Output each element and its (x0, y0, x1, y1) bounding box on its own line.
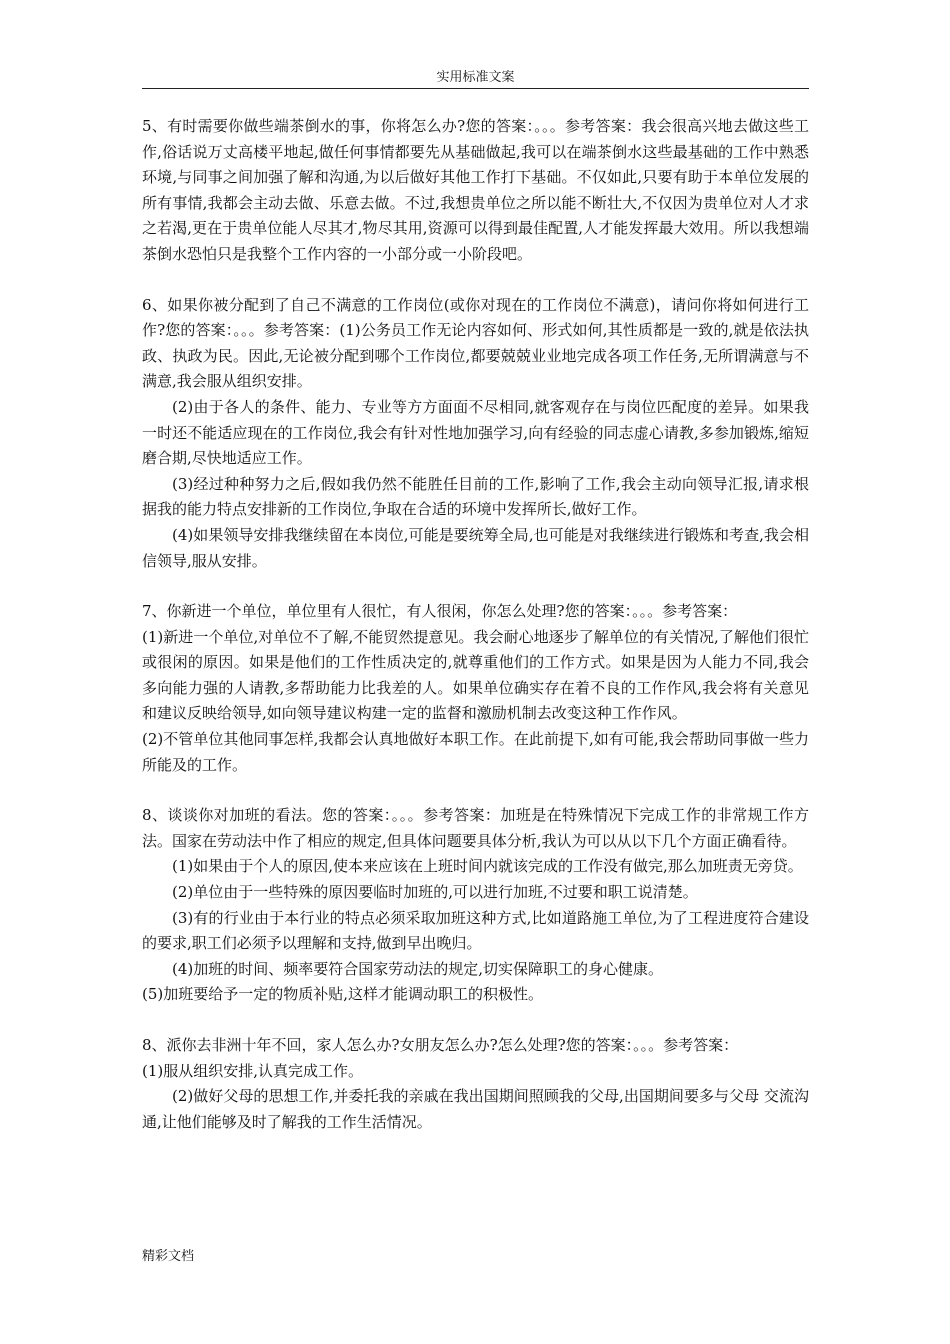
question-8a-paragraph: 8、谈谈你对加班的看法。您的答案：。。。参考答案：加班是在特殊情况下完成工作的非常规工作方法。国家在劳动法中作了相应的规定,但具体问题要具体分析,我认为可以从以下几个方面正确看待。 (142, 806, 809, 850)
question-6-point-3: (3)经过种种努力之后,假如我仍然不能胜任目前的工作,影响了工作,我会主动向领导汇报,请求根据我的能力特点安排新的工作岗位,争取在合适的环境中发挥所长,做好工作。 (142, 474, 809, 519)
question-5-paragraph: 5、有时需要你做些端茶倒水的事，你将怎么办?您的答案：。。。参考答案：我会很高兴地去做这些工作,俗话说万丈高楼平地起,做任何事情都要先从基础做起,我可以在端茶倒水这些最基础的工作中熟悉环境,与同事之间加强了解和沟通,为以后做好其他工作打下基础。不仅如此,只要有助于本单位发展的所有事情,我都会主动去做、乐意去做。不过,我想贵单位之所以能不断壮大,不仅因为贵单位对人才求之若渴,更在于贵单位能人尽其才,物尽其用,资源可以得到最佳配置,人才能发挥最大效用。所以我想端茶倒水恐怕只是我整个工作内容的一小部分或一小阶段吧。 (142, 117, 809, 263)
question-6-paragraph: 6、如果你被分配到了自己不满意的工作岗位(或你对现在的工作岗位不满意)，请问你将如何进行工作?您的答案：。。。参考答案：(1)公务员工作无论内容如何、形式如何,其性质都是一致的,就是依法执政、执政为民。因此,无论被分配到哪个工作岗位,都要兢兢业业地完成各项工作任务,无所谓满意与不满意,我会服从组织安排。 (142, 295, 809, 391)
question-7-point-1: (1)新进一个单位,对单位不了解,不能贸然提意见。我会耐心地逐步了解单位的有关情况,了解他们很忙或很闲的原因。如果是他们的工作性质决定的,就尊重他们的工作方式。如果是因为人能力不同,我会多向能力强的人请教,多帮助能力比我差的人。如果单位确实存在着不良的工作作风,我会将有关意见和建议反映给领导,如向领导建议构建一定的监督和激励机制去改变这种工作作风。 (142, 627, 809, 723)
section-gap (142, 1008, 809, 1033)
question-8a-point-5: (5)加班要给予一定的物质补贴,这样才能调动职工的积极性。 (142, 985, 544, 1004)
section-gap (142, 778, 809, 803)
question-8b-point-1: (1)服从组织安排,认真完成工作。 (142, 1061, 364, 1080)
section-gap (142, 574, 809, 599)
question-8b-paragraph: 8、派你去非洲十年不回，家人怎么办?女朋友怎么办?怎么处理?您的答案：。。。参考答案： (142, 1036, 739, 1054)
question-6-point-2: (2)由于各人的条件、能力、专业等方方面面不尽相同,就客观存在与岗位匹配度的差异。如果我一时还不能适应现在的工作岗位,我会有针对性地加强学习,向有经验的同志虚心请教,多参加锻炼,缩短磨合期,尽快地适应工作。 (142, 397, 809, 468)
question-8a-point-1: (1)如果由于个人的原因,使本来应该在上班时间内就该完成的工作没有做完,那么加班责无旁贷。 (172, 857, 803, 876)
question-7-paragraph: 7、你新进一个单位，单位里有人很忙，有人很闲，你怎么处理?您的答案：。。。参考答案： (142, 602, 738, 621)
question-8a-point-4: (4)加班的时间、频率要符合国家劳动法的规定,切实保障职工的身心健康。 (172, 959, 664, 978)
document-body (142, 114, 809, 1135)
page-header: 实用标准文案 (436, 70, 515, 85)
page-footer: 精彩文档 (142, 1249, 195, 1264)
question-8a-point-2: (2)单位由于一些特殊的原因要临时加班的,可以进行加班,不过要和职工说清楚。 (172, 883, 698, 902)
question-7-point-2: (2)不管单位其他同事怎样,我都会认真地做好本职工作。在此前提下,如有可能,我会帮助同事做一些力所能及的工作。 (142, 730, 809, 774)
question-6-point-4: (4)如果领导安排我继续留在本岗位,可能是要统筹全局,也可能是对我继续进行锻炼和考查,我会相信领导,服从安排。 (142, 525, 809, 570)
header-divider (142, 88, 809, 89)
section-gap (142, 268, 809, 293)
question-8a-point-3: (3)有的行业由于本行业的特点必须采取加班这种方式,比如道路施工单位,为了工程进度符合建设的要求,职工们必须予以理解和支持,做到早出晚归。 (142, 908, 809, 953)
question-8b-point-2: (2)做好父母的思想工作,并委托我的亲戚在我出国期间照顾我的父母,出国期间要多与父母 交流沟通,让他们能够及时了解我的工作生活情况。 (142, 1087, 809, 1131)
